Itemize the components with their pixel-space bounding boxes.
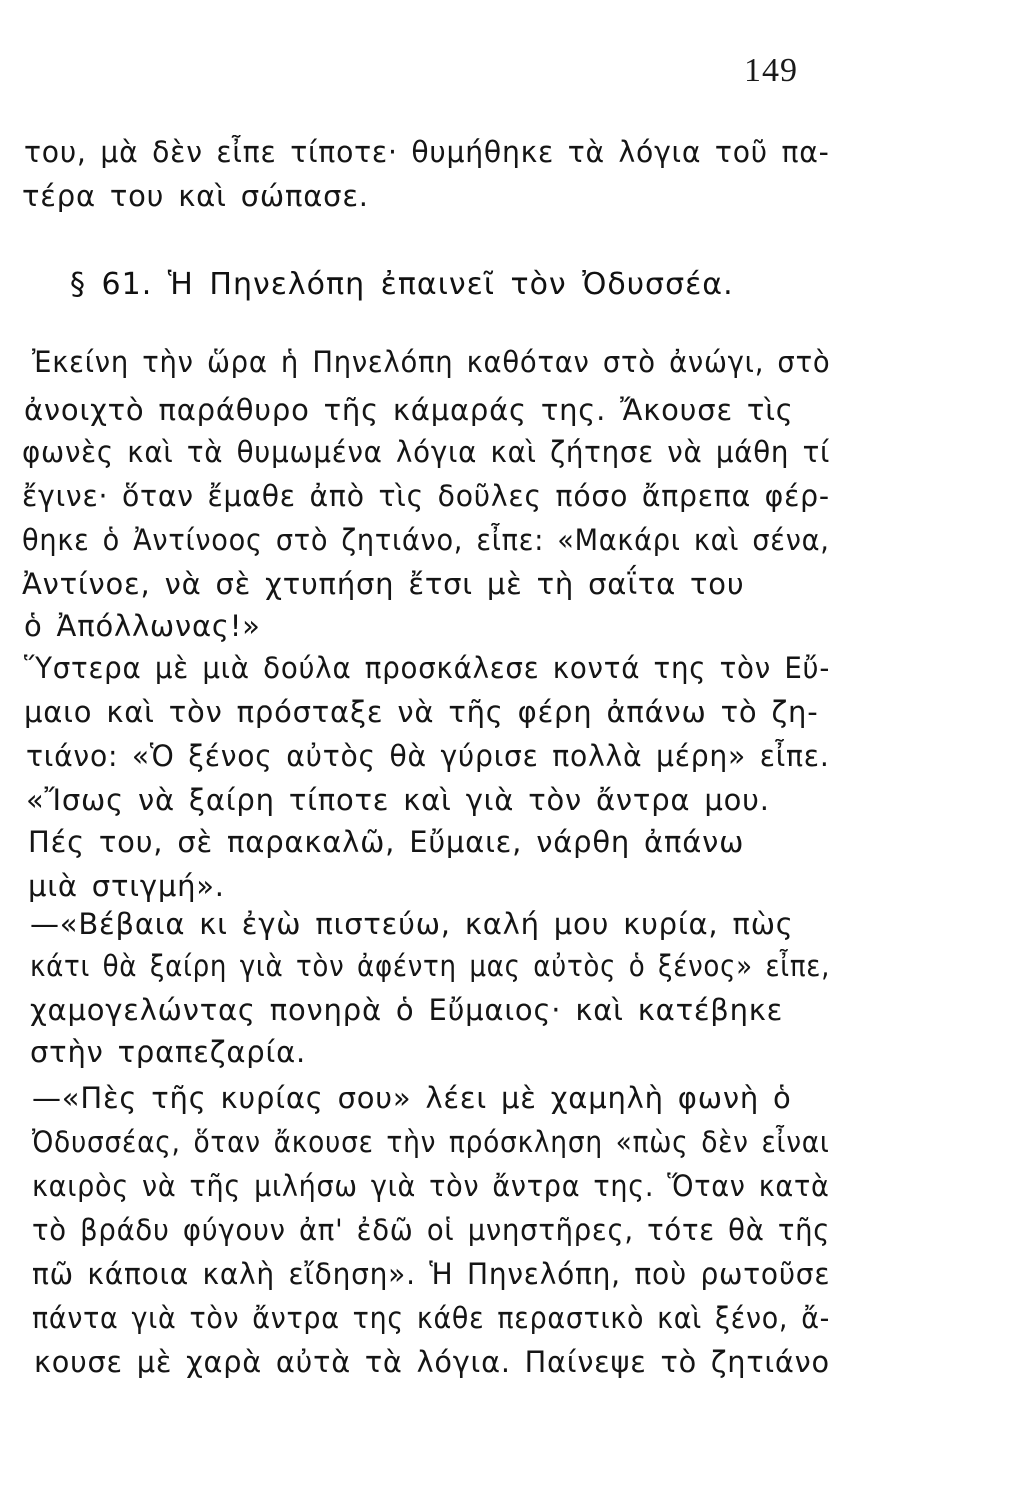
text-line: ἔγινε· ὅταν ἔμαθε ἀπὸ τὶς δοῦλες πόσο ἄπρεπα φέρ- [22, 479, 830, 513]
text-line: —«Βέβαια κι ἐγὼ πιστεύω, καλή μου κυρία, πὼς [30, 907, 794, 941]
text-line: μιὰ στιγμή». [28, 869, 225, 903]
text-line: κουσε μὲ χαρὰ αὐτὰ τὰ λόγια. Παίνεψε τὸ ζητιάνο [34, 1345, 830, 1379]
text-line: στὴν τραπεζαρία. [30, 1035, 307, 1069]
text-line: μαιο καὶ τὸν πρόσταξε νὰ τῆς φέρη ἀπάνω τὸ ζη- [24, 695, 819, 729]
text-line: πάντα γιὰ τὸν ἄντρα της κάθε περαστικὸ καὶ ξένο, ἄ- [32, 1301, 831, 1335]
text-line: Ἐκείνη τὴν ὥρα ἡ Πηνελόπη καθόταν στὸ ἀνώγι, στὸ [32, 345, 831, 379]
text-line: Πές του, σὲ παρακαλῶ, Εὔμαιε, νάρθη ἀπάνω [28, 825, 745, 859]
text-line: πῶ κάποια καλὴ εἴδηση». Ἡ Πηνελόπη, ποὺ ρωτοῦσε [32, 1257, 831, 1291]
text-line: —«Πὲς τῆς κυρίας σου» λέει μὲ χαμηλὴ φωνὴ ὁ [32, 1081, 792, 1115]
text-line: Ὀδυσσέας, ὅταν ἄκουσε τὴν πρόσκληση «πὼς δὲν εἶναι [32, 1125, 830, 1159]
text-line: τιάνο: «Ὁ ξένος αὐτὸς θὰ γύρισε πολλὰ μέρη» εἶπε. [26, 739, 830, 773]
text-line: Ὕστερα μὲ μιὰ δούλα προσκάλεσε κοντά της τὸν Εὔ- [24, 651, 831, 685]
text-line: φωνὲς καὶ τὰ θυμωμένα λόγια καὶ ζήτησε νὰ μάθη τί [22, 435, 831, 469]
text-line: του, μὰ δὲν εἶπε τίποτε· θυμήθηκε τὰ λόγια τοῦ πα- [24, 135, 830, 169]
text-line: «Ἴσως νὰ ξαίρη τίποτε καὶ γιὰ τὸν ἄντρα μου. [26, 783, 770, 817]
text-line: θηκε ὁ Ἀντίνοος στὸ ζητιάνο, εἶπε: «Μακάρι καὶ σένα, [22, 523, 830, 557]
text-line: καιρὸς νὰ τῆς μιλήσω γιὰ τὸν ἄντρα της. Ὅταν κατὰ [32, 1169, 830, 1203]
text-line: Ἀντίνοε, νὰ σὲ χτυπήση ἔτσι μὲ τὴ σαΐτα του [22, 567, 745, 601]
text-line: ὁ Ἀπόλλωνας!» [24, 609, 261, 643]
text-line: ἀνοιχτὸ παράθυρο τῆς κάμαράς της. Ἄκουσε τὶς [24, 393, 794, 427]
text-line: τὸ βράδυ φύγουν ἀπ' ἐδῶ οἱ μνηστῆρες, τότε θὰ τῆς [32, 1213, 831, 1247]
section-heading: § 61. Ἡ Πηνελόπη ἐπαινεῖ τὸν Ὀδυσσέα. [70, 267, 734, 302]
text-line: χαμογελώντας πονηρὰ ὁ Εὔμαιος· καὶ κατέβηκε [30, 993, 784, 1027]
text-line: τέρα του καὶ σώπασε. [22, 179, 369, 213]
text-line: κάτι θὰ ξαίρη γιὰ τὸν ἀφέντη μας αὐτὸς ὁ ξένος» εἶπε, [30, 949, 831, 983]
page-number: 149 [744, 52, 798, 89]
